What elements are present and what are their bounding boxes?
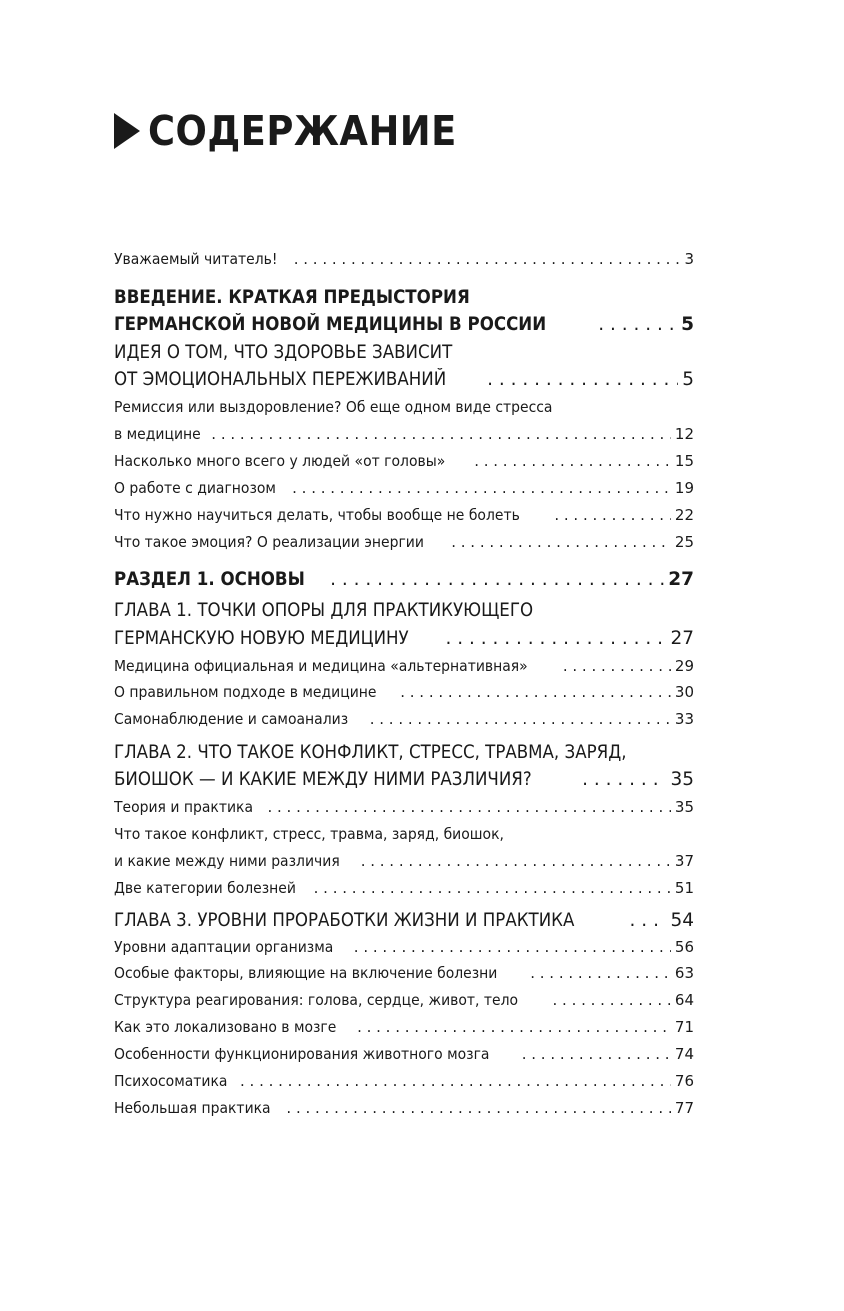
toc-entry-page: 5 — [682, 369, 694, 390]
toc-entry — [114, 340, 694, 366]
toc-entry-title: и какие между ними различия — [114, 852, 340, 870]
toc-entry-page: 71 — [674, 1018, 694, 1036]
dot-leader — [294, 249, 681, 269]
toc-entry-title: Что такое конфликт, стресс, травма, заряд, биошок, — [114, 825, 504, 843]
toc-entry-title: ГЕРМАНСКУЮ НОВУЮ МЕДИЦИНУ — [114, 628, 409, 649]
toc-entry — [114, 567, 694, 593]
toc-entry-page: 35 — [670, 769, 694, 790]
dot-leader — [354, 937, 671, 957]
toc-entry-title: ВВЕДЕНИЕ. КРАТКАЯ ПРЕДЫСТОРИЯ — [114, 287, 470, 308]
toc-entry-page: 63 — [674, 964, 694, 982]
toc-entry-title: Уровни адаптации организма — [114, 938, 334, 956]
toc-entry — [114, 990, 694, 1010]
dot-leader — [240, 1071, 671, 1091]
dot-leader — [314, 878, 671, 898]
dot-leader — [445, 626, 666, 652]
toc-entry-title: БИОШОК — И КАКИЕ МЕЖДУ НИМИ РАЗЛИЧИЯ? — [114, 769, 532, 790]
toc-entry — [114, 1044, 694, 1064]
dot-leader — [286, 1098, 671, 1118]
toc-entry — [114, 505, 694, 525]
toc-entry-page: 37 — [674, 852, 694, 870]
toc-entry-title: Теория и практика — [114, 798, 254, 816]
toc-entry — [114, 963, 694, 983]
toc-entry-title: Особые факторы, влияющие на включение болезни — [114, 964, 498, 982]
toc-entry — [114, 937, 694, 957]
dot-leader — [474, 451, 671, 471]
toc-entry — [114, 424, 694, 444]
toc-entry-title: ГЕРМАНСКОЙ НОВОЙ МЕДИЦИНЫ В РОССИИ — [114, 314, 547, 335]
toc-entry-page: 29 — [674, 657, 694, 675]
toc-entry — [114, 824, 694, 844]
toc-entry — [114, 285, 694, 311]
dot-leader — [451, 532, 671, 552]
toc-entry-title: ОТ ЭМОЦИОНАЛЬНЫХ ПЕРЕЖИВАНИЙ — [114, 369, 447, 390]
toc-entry-page: 25 — [674, 533, 694, 551]
toc-entry-title: в медицине — [114, 425, 201, 443]
toc-entry — [114, 908, 694, 934]
dot-leader — [370, 709, 671, 729]
dot-leader — [522, 1044, 671, 1064]
toc-entry — [114, 249, 694, 269]
toc-entry — [114, 478, 694, 498]
toc-entry-page: 64 — [674, 991, 694, 1009]
toc-entry-title: Самонаблюдение и самоанализ — [114, 710, 349, 728]
toc-entry — [114, 656, 694, 676]
toc-entry — [114, 851, 694, 871]
toc-entry — [114, 312, 694, 338]
toc-entry — [114, 767, 694, 793]
toc-entry-page: 54 — [670, 910, 694, 931]
toc-entry-title: ГЛАВА 3. УРОВНИ ПРОРАБОТКИ ЖИЗНИ И ПРАКТИКА — [114, 910, 575, 931]
toc-entry-page: 30 — [674, 683, 694, 701]
toc-entry-page: 22 — [674, 506, 694, 524]
toc-entry — [114, 397, 694, 417]
dot-leader — [553, 990, 671, 1010]
toc-entry-page: 77 — [674, 1099, 694, 1117]
dot-leader — [361, 851, 671, 871]
dot-leader — [211, 424, 671, 444]
toc-entry-page: 35 — [674, 798, 694, 816]
toc-entry-title: Насколько много всего у людей «от головы» — [114, 452, 446, 470]
toc-entry-page: 74 — [674, 1045, 694, 1063]
toc-entry — [114, 1098, 694, 1118]
toc-entry — [114, 598, 694, 624]
toc-entry — [114, 367, 694, 393]
toc-entry-title: Небольшая практика — [114, 1099, 271, 1117]
toc-entry-page: 12 — [674, 425, 694, 443]
toc-entry — [114, 532, 694, 552]
toc-entry-page: 51 — [674, 879, 694, 897]
dot-leader — [292, 478, 671, 498]
toc-entry — [114, 878, 694, 898]
toc-entry-title: Психосоматика — [114, 1072, 228, 1090]
toc-entry-page: 27 — [668, 569, 694, 590]
dot-leader — [554, 505, 671, 525]
dot-leader — [487, 367, 678, 393]
toc-entry-title: Особенности функционирования животного мозга — [114, 1045, 490, 1063]
toc-entry — [114, 1071, 694, 1091]
toc-entry — [114, 1017, 694, 1037]
dot-leader — [330, 567, 664, 593]
toc-entry — [114, 626, 694, 652]
toc-entry-title: ГЛАВА 1. ТОЧКИ ОПОРЫ ДЛЯ ПРАКТИКУЮЩЕГО — [114, 600, 534, 621]
toc-entry — [114, 451, 694, 471]
toc-entry-title: Структура реагирования: голова, сердце, живот, тело — [114, 991, 519, 1009]
toc-entry-title: ГЛАВА 2. ЧТО ТАКОЕ КОНФЛИКТ, СТРЕСС, ТРАВМА, ЗАРЯД, — [114, 742, 627, 763]
toc-entry-page: 56 — [674, 938, 694, 956]
toc-entry-title: О правильном подходе в медицине — [114, 683, 377, 701]
toc-entry-page: 33 — [674, 710, 694, 728]
toc-entry-title: Ремиссия или выздоровление? Об еще одном виде стресса — [114, 398, 553, 416]
toc-entry-title: Медицина официальная и медицина «альтернативная» — [114, 657, 528, 675]
toc-entry-page: 27 — [670, 628, 694, 649]
dot-leader — [563, 656, 671, 676]
dot-leader — [400, 682, 671, 702]
toc-entry-title: О работе с диагнозом — [114, 479, 276, 497]
toc-entry — [114, 740, 694, 766]
toc-entry-title: Что нужно научиться делать, чтобы вообще не болеть — [114, 506, 520, 524]
dot-leader — [630, 908, 667, 934]
toc-entry-title: Что такое эмоция? О реализации энергии — [114, 533, 424, 551]
dot-leader — [530, 963, 671, 983]
dot-leader — [598, 312, 677, 338]
triangle-bullet-icon — [114, 113, 140, 149]
dot-leader — [267, 797, 670, 817]
toc-entry-title: ИДЕЯ О ТОМ, ЧТО ЗДОРОВЬЕ ЗАВИСИТ — [114, 342, 453, 363]
toc-entry-page: 19 — [674, 479, 694, 497]
toc-entry-page: 76 — [674, 1072, 694, 1090]
dot-leader — [582, 767, 666, 793]
contents-heading — [114, 106, 491, 156]
toc-entry-page: 3 — [684, 250, 694, 268]
toc-entry-page: 5 — [681, 314, 694, 335]
toc-entry-title: РАЗДЕЛ 1. ОСНОВЫ — [114, 569, 305, 590]
toc-entry — [114, 709, 694, 729]
dot-leader — [357, 1017, 671, 1037]
toc-entry-title: Уважаемый читатель! — [114, 250, 278, 268]
toc-entry — [114, 797, 694, 817]
page-title: СОДЕРЖАНИЕ — [148, 107, 457, 155]
toc-entry-title: Две категории болезней — [114, 879, 296, 897]
toc-entry-page: 15 — [674, 452, 694, 470]
toc-entry — [114, 682, 694, 702]
toc-entry-title: Как это локализовано в мозге — [114, 1018, 337, 1036]
